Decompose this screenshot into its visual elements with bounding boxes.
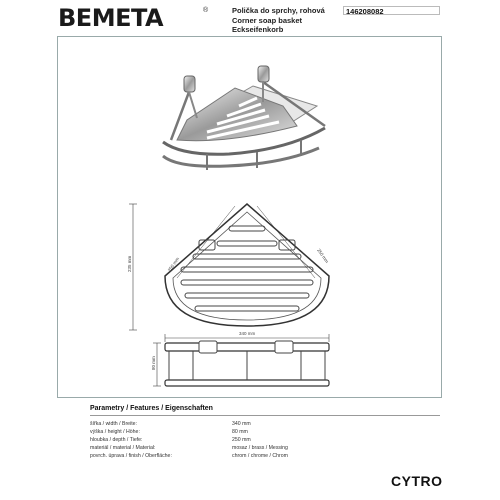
spec-value-finish: chrom / chrome / Chrom [232, 453, 288, 459]
spec-value-width: 340 mm [232, 421, 251, 427]
spec-label-width: šířka / width / Breite: [90, 421, 137, 427]
dim-depth-label: 80 mm [151, 356, 156, 370]
params-title: Parametry / Features / Eigenschaften [90, 405, 213, 412]
product-names [232, 6, 325, 35]
spec-value-height: 80 mm [232, 429, 248, 435]
registered-mark: ® [203, 7, 209, 14]
dim-width-label: 340 mm [239, 331, 256, 336]
spec-value-material: mosaz / brass / Messing [232, 445, 288, 451]
spec-value-depth: 250 mm [232, 437, 251, 443]
product-name-cz: Polička do sprchy, rohová [232, 6, 325, 15]
product-photo [163, 66, 325, 170]
top-view [129, 204, 329, 342]
dim-side-left-label: 250 mm [166, 256, 181, 273]
spec-label-material: materiál / material / Material: [90, 445, 156, 451]
params-divider [90, 415, 440, 416]
spec-label-depth: hloubka / depth / Tiefe: [90, 437, 143, 443]
product-name-en: Corner soap basket [232, 15, 303, 25]
spec-label-finish: povrch. úprava / finish / Oberfläche: [90, 453, 172, 459]
technical-drawing [57, 36, 442, 398]
spec-label-height: výška / height / Höhe: [90, 429, 140, 435]
brand-name: BEMETA [58, 4, 164, 32]
product-name-de: Eckseifenkorb [232, 25, 284, 35]
dim-height-label: 235 mm [127, 255, 132, 272]
front-view [153, 341, 329, 386]
dim-side-right-label: 250 mm [316, 247, 330, 264]
product-code: 146208082 [343, 6, 440, 15]
product-name: CYTRO [391, 473, 443, 489]
